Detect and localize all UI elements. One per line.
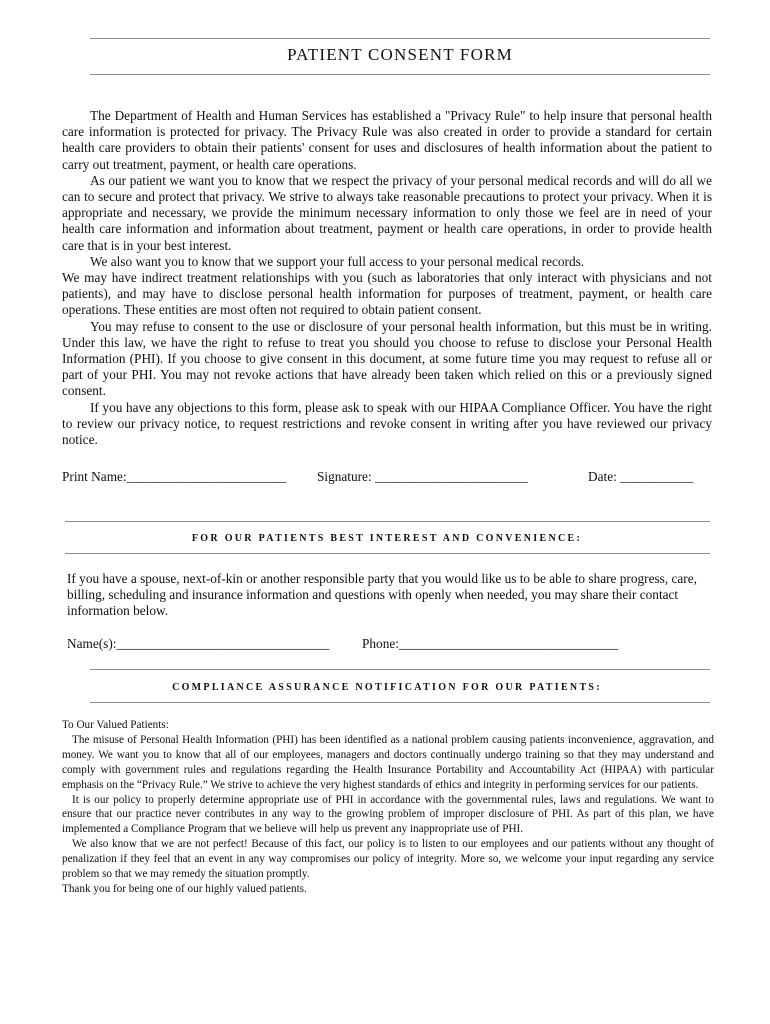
intro-paragraph: We also want you to know that we support your full access to your personal medical records. xyxy=(90,253,585,269)
compliance-paragraph: We also know that we are not perfect! Because of this fact, our policy is to listen to our employees and our patients without any thought of penalization if they feel that an event in any way compromises our policy of integrity. More so, we welcome your input regarding any service problem so that we may remedy the situation promptly. xyxy=(62,838,714,881)
intro-paragraph: If you have any objections to this form, please ask to speak with our HIPAA Compliance Officer. You have the right to review our privacy notice, to request restrictions and revoke consent in writing after you have reviewed our privacy notice. xyxy=(62,399,712,448)
signature-field[interactable]: Signature: _______________________ xyxy=(317,469,528,484)
title-top-rule xyxy=(90,38,710,39)
page-title: PATIENT CONSENT FORM xyxy=(287,45,513,64)
best-interest-text: If you have a spouse, next-of-kin or another responsible party that you would like us to be able to share progress, care, billing, scheduling and insurance information and questions with openly when needed, you may share their contact information below. xyxy=(67,571,697,619)
compliance-bottom-rule xyxy=(90,702,710,703)
names-field[interactable]: Name(s):________________________________ xyxy=(67,636,330,651)
compliance-text xyxy=(62,718,714,897)
date-field[interactable]: Date: ___________ xyxy=(588,469,694,484)
best-interest-top-rule xyxy=(65,521,710,522)
compliance-salutation: To Our Valued Patients: xyxy=(62,719,169,731)
compliance-paragraph: The misuse of Personal Health Information (PHI) has been identified as a national problem causing patients inconvenience, aggravation, and money. We want you to know that all of our employees, managers and doctors continually undergo training so that they may understand and comply with government rules and regulations regarding the Health Insurance Portability and Accountability Act (HIPAA) with particular emphasis on the “Privacy Rule.” We strive to achieve the very highest standards of ethics and integrity in performing services for our patients. xyxy=(62,733,714,791)
intro-paragraph: You may refuse to consent to the use or disclosure of your personal health information, but this must be in writing. Under this law, we have the right to refuse to treat you should you choose to refuse to disclose your Personal Health Information (PHI). If you choose to give consent in this document, at some future time you may request to refuse all or part of your PHI. You may not revoke actions that have already been taken which relied on this or a previously signed consent. xyxy=(62,318,712,399)
best-interest-bottom-rule xyxy=(65,553,710,554)
title-bottom-rule xyxy=(90,74,710,75)
compliance-top-rule xyxy=(90,669,710,670)
intro-text xyxy=(62,108,712,448)
compliance-heading: COMPLIANCE ASSURANCE NOTIFICATION FOR OUR PATIENTS: xyxy=(172,682,602,693)
print-name-field[interactable]: Print Name:________________________ xyxy=(62,469,287,484)
phone-field[interactable]: Phone:_________________________________ xyxy=(362,636,619,651)
compliance-closing: Thank you for being one of our highly valued patients. xyxy=(62,882,307,895)
intro-paragraph: The Department of Health and Human Services has established a "Privacy Rule" to help insure that personal health care information is protected for privacy. The Privacy Rule was also created in order to provide a standard for certain health care providers to obtain their patients' consent for uses and disclosures of health information about the patient to carry out treatment, payment, or health care operations. xyxy=(62,108,712,172)
intro-paragraph: As our patient we want you to know that we respect the privacy of your personal medical records and will do all we can to secure and protect that privacy. We strive to always take reasonable precautions to protect your privacy. When it is appropriate and necessary, we provide the minimum necessary information to only those we feel are in need of your health care information and information about treatment, payment or health care operations, in order to provide health care that is in your best interest. xyxy=(62,172,712,253)
compliance-paragraph: It is our policy to properly determine appropriate use of PHI in accordance with the governmental rules, laws and regulations. We want to ensure that our practice never contributes in any way to the growing problem of improper disclosure of PHI. As part of this plan, we have implemented a Compliance Program that we believe will help us prevent any inappropriate use of PHI. xyxy=(62,793,714,836)
intro-paragraph: We may have indirect treatment relationships with you (such as laboratories that only interact with physicians and not patients), and may have to disclose personal health information for purposes of treatment, payment, or health care operations. These entities are most often not required to obtain patient consent. xyxy=(62,270,712,318)
best-interest-heading: FOR OUR PATIENTS BEST INTEREST AND CONVENIENCE: xyxy=(191,533,583,544)
